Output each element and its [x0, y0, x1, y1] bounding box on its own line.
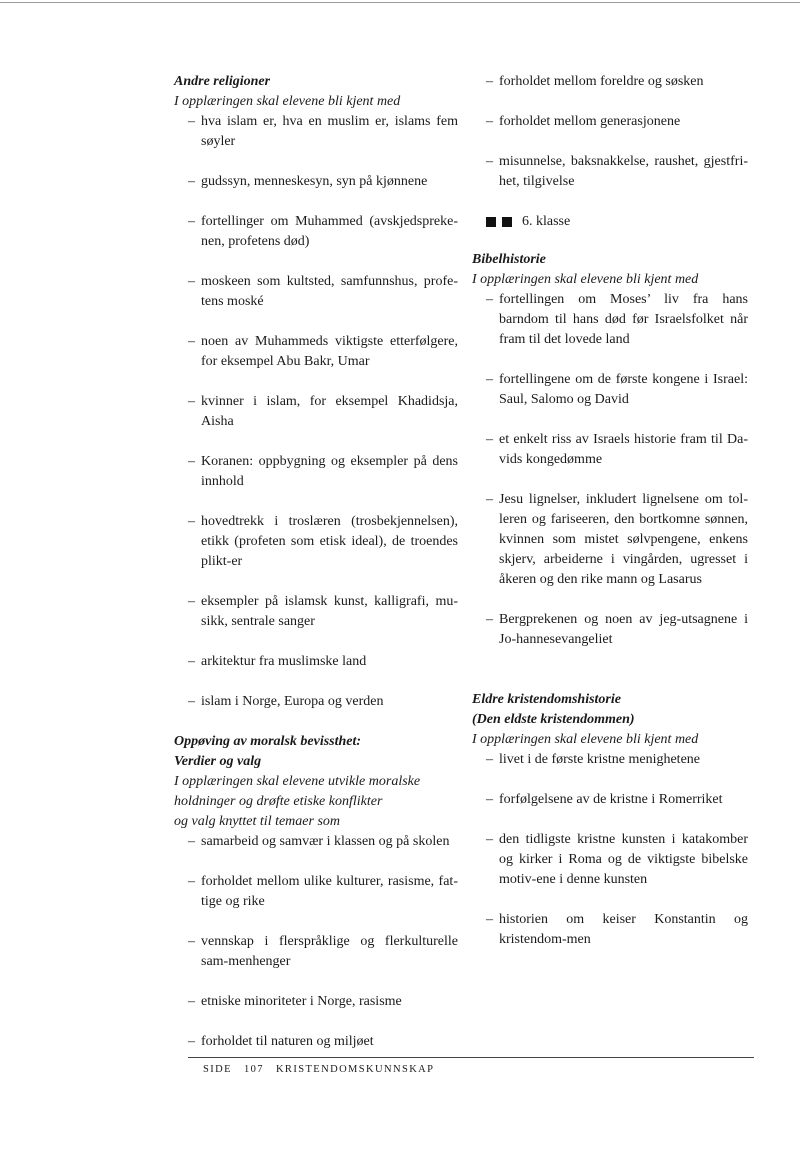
list-item: – Bergprekenen og noen av jeg-utsagnene i Jo-hannesevangeliet — [472, 610, 754, 650]
list-item: – den tidligste kristne kunsten i katakomber og kirker i Roma og de viktigste bibelske motiv-ene i denne kunsten — [472, 830, 754, 890]
right-column — [472, 72, 754, 950]
grade-label: 6. klasse — [522, 214, 571, 229]
list-item: – historien om keiser Konstantin og kristendom-men — [472, 910, 754, 950]
section-intro: I opplæringen skal elevene bli kjent med — [174, 94, 401, 109]
section-heading-eldre-kristendomshistorie: Eldre kristendomshistorie — [472, 692, 621, 707]
list-item: – misunnelse, baksnakkelse, raushet, gjestfri-het, tilgivelse — [472, 152, 754, 192]
square-bullet-icon — [502, 217, 512, 227]
section-heading-moralsk-bevissthet: Oppøving av moralsk bevissthet: — [174, 734, 362, 749]
section-heading-andre-religioner: Andre religioner — [174, 74, 271, 89]
section-heading-verdier-og-valg: Verdier og valg — [174, 754, 262, 769]
list-item: – kvinner i islam, for eksempel Khadidsja, Aisha — [174, 392, 464, 432]
section-intro-line: I opplæringen skal elevene utvikle moralske — [174, 774, 421, 789]
section-heading-bibelhistorie: Bibelhistorie — [472, 252, 546, 267]
section-intro-line: holdninger og drøfte etiske konflikter — [174, 794, 383, 809]
list-continued — [472, 72, 754, 192]
list-item: – forfølgelsene av de kristne i Romerriket — [472, 790, 754, 810]
footer-divider — [188, 1057, 754, 1058]
section-intro: I opplæringen skal elevene bli kjent med — [472, 272, 699, 287]
list-item: – gudssyn, menneskesyn, syn på kjønnene — [174, 172, 464, 192]
list-item: – forholdet mellom foreldre og søsken — [472, 72, 754, 92]
list-item: – livet i de første kristne menighetene — [472, 750, 754, 770]
footer-subject: KRISTENDOMSKUNNSKAP — [275, 1064, 435, 1075]
list-item: – Koranen: oppbygning og eksempler på dens innhold — [174, 452, 464, 492]
top-edge-line — [0, 2, 800, 3]
page-footer — [203, 1063, 442, 1077]
list-item: – arkitektur fra muslimske land — [174, 652, 464, 672]
list-item: – etniske minoriteter i Norge, rasisme — [174, 992, 464, 1012]
list-item: – hva islam er, hva en muslim er, islams fem søyler — [174, 112, 464, 152]
list-item: – islam i Norge, Europa og verden — [174, 692, 464, 712]
list-item: – fortellingene om de første kongene i Israel: Saul, Salomo og David — [472, 370, 754, 410]
footer-side-label: SIDE — [203, 1064, 232, 1075]
list-item: – forholdet mellom generasjonene — [472, 112, 754, 132]
list-item: – et enkelt riss av Israels historie fram til Da-vids kongedømme — [472, 430, 754, 470]
square-bullet-icon — [486, 217, 496, 227]
page-number: 107 — [243, 1064, 264, 1075]
grade-marker — [472, 212, 754, 232]
list-verdier-og-valg — [174, 832, 464, 1052]
list-andre-religioner — [174, 112, 464, 712]
section-intro-line: og valg knyttet til temaer som — [174, 814, 341, 829]
list-item: – moskeen som kultsted, samfunnshus, profe-tens moské — [174, 272, 464, 312]
list-item: – noen av Muhammeds viktigste etterfølgere, for eksempel Abu Bakr, Umar — [174, 332, 464, 372]
list-item: – forholdet mellom ulike kulturer, rasisme, fat-tige og rike — [174, 872, 464, 912]
list-item: – Jesu lignelser, inkludert lignelsene om tol-leren og fariseeren, den bortkomne sønnen, kvinnen som mistet sølvpengene, enkens skjerv, arbeiderne i vingården, ugresset i åkeren og den rike mann og Lasarus — [472, 490, 754, 590]
list-item: – eksempler på islamsk kunst, kalligrafi, mu-sikk, sentrale sanger — [174, 592, 464, 632]
list-item: – fortellingen om Moses’ liv fra hans barndom til hans død før Israelsfolket når fram til det lovede land — [472, 290, 754, 350]
section-heading-den-eldste-kristendommen: (Den eldste kristendommen) — [472, 712, 635, 727]
list-bibelhistorie — [472, 290, 754, 650]
list-eldre-kristendomshistorie — [472, 750, 754, 950]
list-item: – vennskap i flerspråklige og flerkulturelle sam-menhenger — [174, 932, 464, 972]
list-item: – samarbeid og samvær i klassen og på skolen — [174, 832, 464, 852]
left-column — [174, 72, 464, 1052]
list-item: – fortellinger om Muhammed (avskjedspreke-nen, profetens død) — [174, 212, 464, 252]
list-item: – forholdet til naturen og miljøet — [174, 1032, 464, 1052]
list-item: – hovedtrekk i troslæren (trosbekjennelsen), etikk (profeten som etisk ideal), de troendes plikt-er — [174, 512, 464, 572]
section-intro: I opplæringen skal elevene bli kjent med — [472, 732, 699, 747]
